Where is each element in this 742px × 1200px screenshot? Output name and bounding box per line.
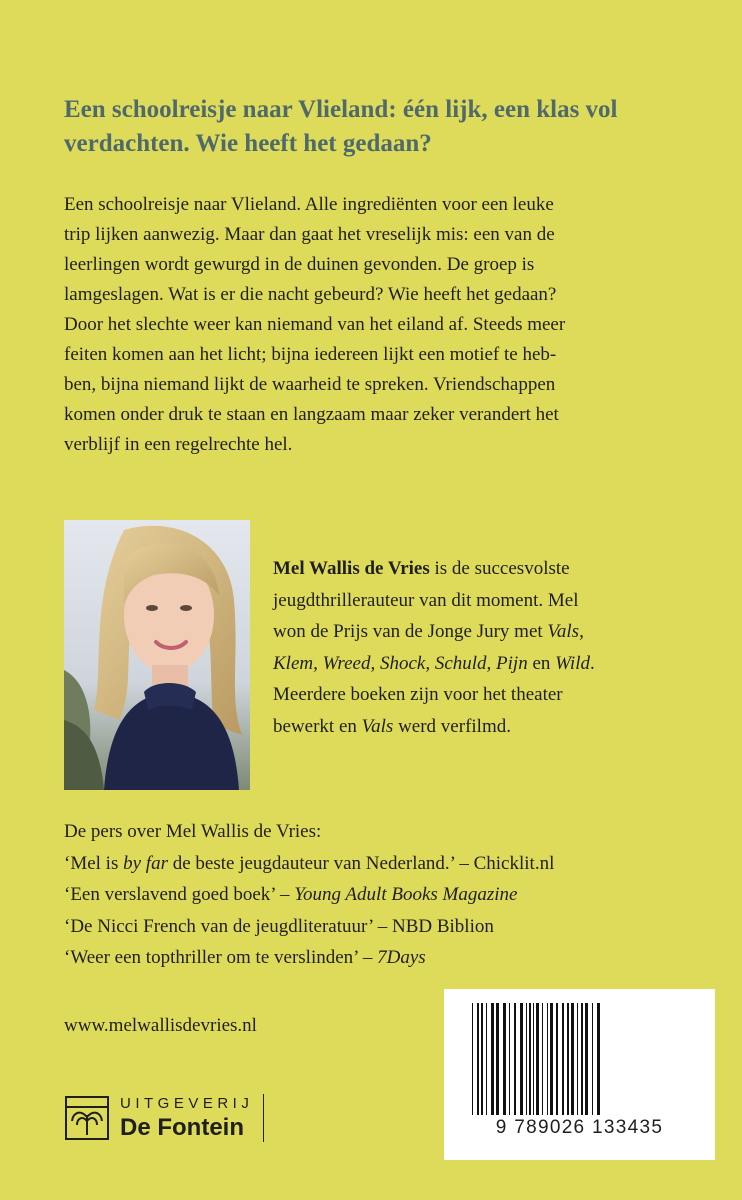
press-quote-italic: by far — [123, 852, 168, 874]
barcode-bar — [567, 1003, 569, 1115]
fountain-logo-icon — [64, 1095, 110, 1141]
author-bio-text: werd verfilmd. — [393, 715, 511, 737]
barcode-bar — [547, 1003, 548, 1115]
barcode-bar — [536, 1003, 539, 1115]
author-bio-text: . — [590, 652, 595, 674]
barcode-bar — [533, 1003, 534, 1115]
press-quote-source: Young Adult Books Magazine — [294, 884, 518, 905]
website-url: www.melwallisdevries.nl — [64, 1015, 257, 1036]
author-bio-text: en — [527, 652, 556, 674]
author-portrait-illustration — [64, 520, 250, 790]
tagline-line-2: verdachten. Wie heeft het gedaan? — [64, 130, 432, 157]
barcode-bar — [472, 1003, 473, 1115]
press-quote-text: de beste jeugdauteur van Nederland.’ – Chicklit.nl — [167, 852, 555, 874]
book-title: Schuld, — [434, 652, 497, 674]
blurb-line: trip lijken aanwezig. Maar dan gaat het vreselijk mis: een van de — [64, 224, 555, 245]
tagline — [64, 93, 704, 161]
author-bio-text: bewerkt en — [273, 715, 362, 737]
book-title: Vals — [361, 715, 394, 737]
barcode-bar — [503, 1003, 506, 1115]
press-quote: ‘De Nicci French van de jeugdliteratuur’ – NBD Biblion — [64, 915, 494, 937]
blurb-line: Een schoolreisje naar Vlieland. Alle ingrediënten voor een leuke — [64, 194, 554, 215]
press-heading: De pers over Mel Wallis de Vries: — [64, 821, 322, 842]
barcode-bar — [526, 1003, 527, 1115]
press-quote — [64, 942, 704, 974]
author-bio-line: jeugdthrillerauteur van dit moment. Mel — [273, 589, 579, 611]
barcode-bar — [592, 1003, 593, 1115]
press-quotes — [64, 816, 704, 974]
barcode-bar — [562, 1003, 564, 1115]
book-title: Vals, — [547, 621, 584, 642]
publisher-name-top: UITGEVERIJ — [120, 1095, 254, 1112]
barcode-bar — [597, 1003, 600, 1115]
barcode-bar — [514, 1003, 516, 1115]
barcode-bar — [509, 1003, 510, 1115]
barcode-bar — [556, 1003, 558, 1115]
blurb-text — [64, 190, 704, 460]
publisher-logo — [64, 1088, 264, 1148]
author-photo — [64, 520, 250, 790]
publisher-name-bottom: De Fontein — [120, 1114, 244, 1141]
author-bio-line — [273, 616, 713, 648]
book-title: Wild — [555, 652, 590, 674]
barcode-bar — [486, 1003, 487, 1115]
book-title: Pijn — [496, 652, 528, 674]
author-bio-text: is de succesvolste — [429, 558, 570, 579]
author-name: Mel Wallis de Vries — [273, 558, 430, 579]
blurb-line: ben, bijna niemand lijkt de waarheid te spreken. Vriendschappen — [64, 374, 556, 395]
barcode-bar — [520, 1003, 523, 1115]
tagline-line-1: Een schoolreisje naar Vlieland: één lijk, een klas vol — [64, 96, 618, 123]
barcode-bar — [581, 1003, 583, 1115]
author-bio-line: Meerdere boeken zijn voor het theater — [273, 684, 563, 705]
press-quote-text: ‘Weer een topthriller om te verslinden’ – — [64, 947, 378, 968]
barcode-bar — [571, 1003, 574, 1115]
barcode-bar — [496, 1003, 499, 1115]
barcode-bar — [529, 1003, 531, 1115]
book-title: Shock, — [379, 652, 435, 674]
author-bio — [273, 553, 713, 742]
barcode-bar — [542, 1003, 543, 1115]
author-bio-line — [273, 711, 713, 743]
author-bio-line — [273, 648, 713, 680]
barcode-bars — [470, 1003, 689, 1115]
press-quote-source: 7Days — [377, 947, 426, 968]
barcode-bar — [477, 1003, 479, 1115]
press-quote — [64, 879, 704, 911]
barcode-bar — [491, 1003, 494, 1115]
press-quote — [64, 848, 704, 880]
blurb-line: feiten komen aan het licht; bijna iedereen lijkt een motief te heb- — [64, 344, 557, 365]
logo-divider — [263, 1094, 264, 1142]
barcode-bar — [481, 1003, 483, 1115]
blurb-line: lamgeslagen. Wat is er die nacht gebeurd? Wie heeft het gedaan? — [64, 284, 557, 305]
author-bio-text: won de Prijs van de Jonge Jury met — [273, 621, 548, 642]
press-quote-text: ‘Een verslavend goed boek’ – — [64, 884, 295, 905]
blurb-line: Door het slechte weer kan niemand van het eiland af. Steeds meer — [64, 314, 566, 335]
publisher-name — [120, 1094, 253, 1142]
book-title: Wreed, — [322, 652, 380, 674]
barcode-bar — [585, 1003, 588, 1115]
barcode-bar — [577, 1003, 578, 1115]
barcode-bar — [550, 1003, 553, 1115]
press-quote-text: ‘Mel is — [64, 852, 124, 874]
blurb-line: verblijf in een regelrechte hel. — [64, 434, 293, 455]
isbn-number: 9 789026 133435 — [495, 1117, 664, 1138]
blurb-line: komen onder druk te staan en langzaam maar zeker verandert het — [64, 404, 559, 425]
book-title: Klem, — [273, 652, 323, 674]
blurb-line: leerlingen wordt gewurgd in de duinen gevonden. De groep is — [64, 254, 535, 275]
barcode — [444, 989, 715, 1160]
author-bio-line — [273, 553, 713, 585]
